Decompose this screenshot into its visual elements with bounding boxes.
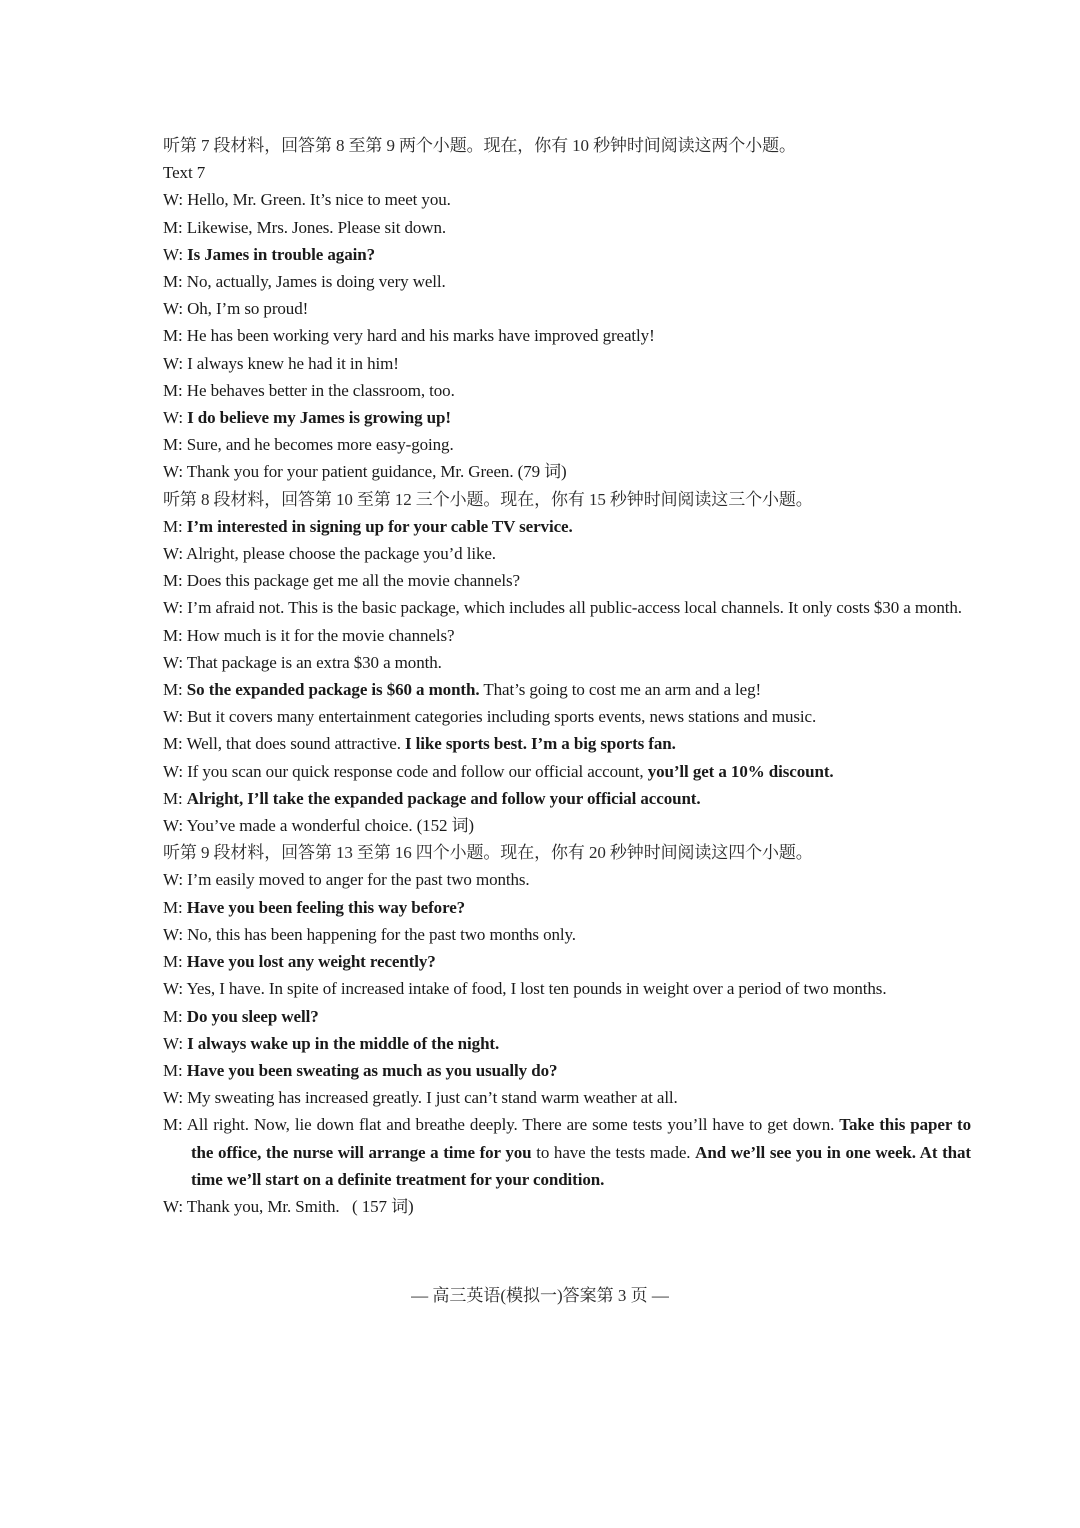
dialogue-line bbox=[163, 458, 971, 485]
line-text: Oh, I’m so proud! bbox=[187, 299, 309, 319]
speaker: M: bbox=[163, 680, 187, 700]
line-text-bold: Have you been sweating as much as you usually do? bbox=[186, 1060, 558, 1080]
speaker: M: bbox=[163, 380, 187, 400]
text-8-dialogue bbox=[163, 513, 971, 839]
speaker: W: bbox=[163, 299, 188, 319]
dialogue-line: M: Does this package get me all the movie channels? bbox=[163, 571, 520, 591]
line-text: Hello, Mr. Green. It’s nice to meet you. bbox=[187, 190, 451, 210]
speaker: M: bbox=[163, 217, 187, 237]
line-text: to have the tests made. bbox=[531, 1142, 696, 1162]
line-text: Sure, and he becomes more easy-going. bbox=[186, 435, 454, 455]
line-text-bold: Is James in trouble again? bbox=[187, 244, 375, 264]
line-text: No, actually, James is doing very well. bbox=[186, 272, 446, 292]
dialogue-line bbox=[163, 241, 971, 268]
dialogue-line bbox=[163, 404, 971, 431]
speaker: M: bbox=[163, 897, 187, 917]
speaker: W: bbox=[163, 408, 188, 428]
speaker: W: bbox=[163, 244, 188, 264]
speaker: M: bbox=[163, 326, 187, 346]
dialogue-line: W: Yes, I have. In spite of increased intake of food, I lost ten pounds in weight over a period of two months. bbox=[163, 979, 887, 999]
dialogue-line bbox=[163, 894, 971, 921]
section-9-instruction: 听第 9 段材料，回答第 13 至第 16 四个小题。现在，你有 20 秒钟时间阅读这四个小题。 bbox=[163, 843, 813, 863]
section-7-instruction: 听第 7 段材料，回答第 8 至第 9 两个小题。现在，你有 10 秒钟时间阅读这两个小题。 bbox=[163, 136, 796, 155]
line-text-bold: I like sports best. I’m a big sports fan. bbox=[405, 734, 676, 754]
dialogue-line bbox=[163, 730, 971, 757]
dialogue-line bbox=[163, 322, 971, 349]
document-body bbox=[163, 132, 971, 1220]
line-text: W: If you scan our quick response code and follow our official account, bbox=[163, 761, 648, 781]
line-text-bold: Alright, I’ll take the expanded package and follow your official account. bbox=[186, 788, 701, 808]
line-text-bold: I always wake up in the middle of the night. bbox=[187, 1033, 500, 1053]
speaker: M: bbox=[163, 1006, 187, 1026]
dialogue-line bbox=[163, 377, 971, 404]
text-7-dialogue bbox=[163, 186, 971, 485]
line-text: M: All right. Now, lie down flat and breathe deeply. There are some tests you’ll have to get down. bbox=[163, 1115, 840, 1135]
dialogue-line: M: How much is it for the movie channels? bbox=[163, 625, 455, 645]
speaker: M: bbox=[163, 788, 187, 808]
line-text-bold: you’ll get a 10% discount. bbox=[647, 761, 834, 781]
line-text-bold: Have you been feeling this way before? bbox=[186, 897, 466, 917]
line-text-bold: Have you lost any weight recently? bbox=[186, 952, 436, 972]
dialogue-line: W: That package is an extra $30 a month. bbox=[163, 652, 442, 672]
dialogue-line bbox=[163, 676, 971, 703]
dialogue-line bbox=[163, 1030, 971, 1057]
speaker: M: bbox=[163, 1060, 187, 1080]
dialogue-line: W: Thank you, Mr. Smith. ( 157 词) bbox=[163, 1196, 414, 1216]
dialogue-line bbox=[163, 268, 971, 295]
speaker: M: bbox=[163, 435, 187, 455]
speaker: M: bbox=[163, 952, 187, 972]
dialogue-line bbox=[163, 214, 971, 241]
line-text: He has been working very hard and his marks have improved greatly! bbox=[186, 326, 655, 346]
speaker: W: bbox=[163, 353, 188, 373]
line-text-bold: And we’ll see you in one week. At that time we’ll start on a definite treatment for your condition. bbox=[191, 1142, 971, 1189]
dialogue-line: W: You’ve made a wonderful choice. (152 词) bbox=[163, 816, 474, 836]
section-8-instruction: 听第 8 段材料，回答第 10 至第 12 三个小题。现在，你有 15 秒钟时间阅读这三个小题。 bbox=[163, 489, 813, 509]
dialogue-line bbox=[163, 948, 971, 975]
text-9-dialogue bbox=[163, 866, 971, 1220]
line-text-bold: Take this paper to the office, the nurse will arrange a time for you bbox=[191, 1115, 971, 1162]
line-text: I always knew he had it in him! bbox=[187, 353, 399, 373]
dialogue-line bbox=[163, 431, 971, 458]
line-text-bold: So the expanded package is $60 a month. bbox=[186, 680, 480, 700]
dialogue-line bbox=[163, 350, 971, 377]
dialogue-line bbox=[163, 295, 971, 322]
speaker: W: bbox=[163, 190, 188, 210]
line-text: That’s going to cost me an arm and a leg! bbox=[479, 680, 762, 700]
line-text-bold: I do believe my James is growing up! bbox=[187, 408, 451, 428]
speaker: W: bbox=[163, 1033, 188, 1053]
line-text-bold: I’m interested in signing up for your cable TV service. bbox=[186, 516, 573, 536]
text-7-title: Text 7 bbox=[163, 163, 206, 183]
speaker: M: bbox=[163, 516, 187, 536]
dialogue-line: W: My sweating has increased greatly. I just can’t stand warm weather at all. bbox=[163, 1088, 678, 1108]
dialogue-line: W: I’m afraid not. This is the basic package, which includes all public-access local channels. It only costs $30 a month. bbox=[163, 598, 962, 618]
dialogue-line bbox=[163, 513, 971, 540]
line-text: M: Well, that does sound attractive. bbox=[163, 734, 406, 754]
dialogue-line: W: But it covers many entertainment categories including sports events, news stations and music. bbox=[163, 707, 817, 727]
line-text: Thank you for your patient guidance, Mr. Green. (79 词) bbox=[186, 462, 567, 482]
speaker: W: bbox=[163, 462, 187, 482]
line-text: He behaves better in the classroom, too. bbox=[186, 380, 455, 400]
dialogue-line bbox=[163, 1057, 971, 1084]
line-text: Likewise, Mrs. Jones. Please sit down. bbox=[186, 217, 446, 237]
dialogue-line bbox=[163, 186, 971, 213]
dialogue-line bbox=[163, 785, 971, 812]
speaker: M: bbox=[163, 272, 187, 292]
dialogue-line bbox=[163, 1111, 971, 1193]
dialogue-line bbox=[163, 1003, 971, 1030]
dialogue-line bbox=[163, 758, 971, 785]
line-text-bold: Do you sleep well? bbox=[186, 1006, 319, 1026]
dialogue-line: W: Alright, please choose the package you’d like. bbox=[163, 544, 496, 564]
page-footer: — 高三英语(模拟一)答案第 3 页 — bbox=[411, 1286, 669, 1305]
dialogue-line: W: I’m easily moved to anger for the past two months. bbox=[163, 870, 530, 890]
dialogue-line: W: No, this has been happening for the past two months only. bbox=[163, 924, 576, 944]
